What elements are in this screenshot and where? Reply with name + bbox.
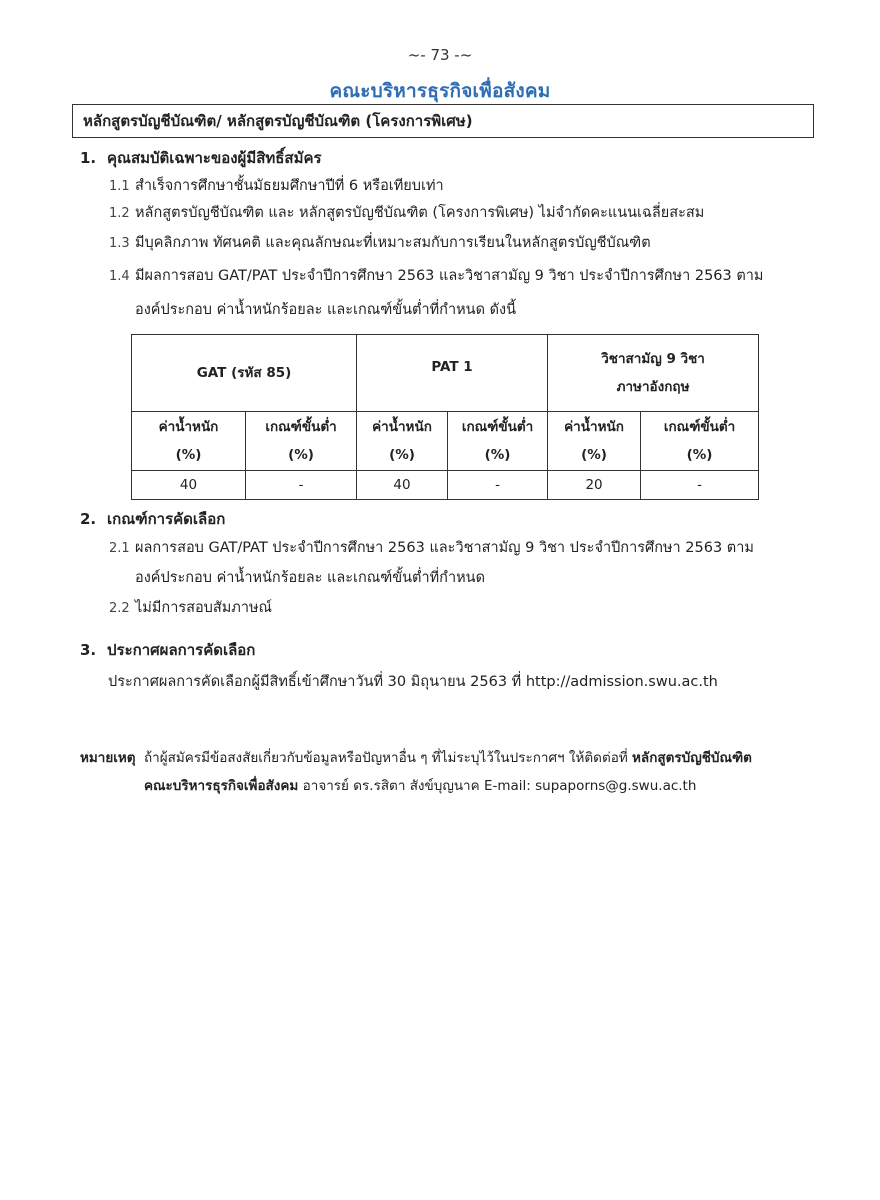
section-3-heading xyxy=(80,638,255,662)
subheader-cell xyxy=(448,412,548,471)
header-english-label: ภาษาอังกฤษ xyxy=(616,379,690,395)
item-text: ผลการสอบ GAT/PAT ประจำปีการศึกษา 2563 และวิชาสามัญ 9 วิชา ประจำปีการศึกษา 2563 ตาม xyxy=(135,540,754,556)
value-pat1-min: - xyxy=(448,471,548,500)
section-2-number: 2. xyxy=(80,510,97,528)
value-english-min: - xyxy=(641,471,759,500)
item-1-4-continued: องค์ประกอบ ค่าน้ำหนักร้อยละ และเกณฑ์ขั้นต่ำที่กำหนด ดังนี้ xyxy=(135,302,517,318)
section-3-number: 3. xyxy=(80,641,97,659)
item-2-2 xyxy=(109,594,272,623)
subheader-min: เกณฑ์ขั้นต่ำ xyxy=(265,419,337,435)
item-text: ไม่มีการสอบสัมภาษณ์ xyxy=(135,600,272,616)
subheader-weight: ค่าน้ำหนัก xyxy=(564,419,624,435)
page-number: ~- 73 -~ xyxy=(407,46,473,64)
note-line-1 xyxy=(80,744,820,772)
header-nine-subjects-label: วิชาสามัญ 9 วิชา xyxy=(601,351,705,367)
item-number: 1.4 xyxy=(109,269,130,284)
item-2-1 xyxy=(109,534,754,563)
program-title: หลักสูตรบัญชีบัณฑิต/ หลักสูตรบัญชีบัณฑิต (โครงการพิเศษ) xyxy=(83,112,473,130)
value-english-weight: 20 xyxy=(548,471,641,500)
item-number: 2.2 xyxy=(109,601,130,616)
item-1-2 xyxy=(109,199,704,228)
item-text: สำเร็จการศึกษาชั้นมัธยมศึกษาปีที่ 6 หรือเทียบเท่า xyxy=(135,178,444,194)
subheader-min: เกณฑ์ขั้นต่ำ xyxy=(663,419,736,435)
header-gat xyxy=(132,335,357,412)
value-gat-weight: 40 xyxy=(132,471,246,500)
note-faculty-name: คณะบริหารธุรกิจเพื่อสังคม xyxy=(144,778,299,794)
subheader-pct: (%) xyxy=(175,447,202,463)
section-2-heading xyxy=(80,507,225,531)
table-subheader-row xyxy=(132,412,759,471)
subheader-min: เกณฑ์ขั้นต่ำ xyxy=(461,419,534,435)
subheader-cell xyxy=(357,412,448,471)
section-3-title: ประกาศผลการคัดเลือก xyxy=(107,641,256,659)
value-gat-min: - xyxy=(246,471,357,500)
note-block xyxy=(80,744,820,800)
faculty-title: คณะบริหารธุรกิจเพื่อสังคม xyxy=(329,80,551,102)
item-text: หลักสูตรบัญชีบัณฑิต และ หลักสูตรบัญชีบัณฑิต (โครงการพิเศษ) ไม่จำกัดคะแนนเฉลี่ยสะสม xyxy=(135,205,705,221)
score-criteria-table xyxy=(131,334,759,500)
subheader-pct: (%) xyxy=(389,447,415,463)
subheader-cell xyxy=(641,412,759,471)
note-line-2 xyxy=(80,772,820,800)
item-2-1-continued: องค์ประกอบ ค่าน้ำหนักร้อยละ และเกณฑ์ขั้นต่ำที่กำหนด xyxy=(135,570,485,586)
subheader-cell xyxy=(246,412,357,471)
item-text: มีบุคลิกภาพ ทัศนคติ และคุณลักษณะที่เหมาะสมกับการเรียนในหลักสูตรบัญชีบัณฑิต xyxy=(135,235,651,251)
item-number: 1.2 xyxy=(109,206,130,221)
item-1-1 xyxy=(109,172,444,201)
value-pat1-weight: 40 xyxy=(357,471,448,500)
note-text-1: ถ้าผู้สมัครมีข้อสงสัยเกี่ยวกับข้อมูลหรือปัญหาอื่น ๆ ที่ไม่ระบุไว้ในประกาศฯ ให้ติดต่อที่ xyxy=(144,750,628,766)
subheader-pct: (%) xyxy=(686,447,713,463)
header-pat1-label: PAT 1 xyxy=(431,359,473,375)
subheader-pct: (%) xyxy=(484,447,511,463)
item-number: 2.1 xyxy=(109,541,130,556)
section-1-number: 1. xyxy=(80,149,97,167)
header-pat1 xyxy=(357,335,548,412)
subheader-pct: (%) xyxy=(288,447,314,463)
header-gat-label: GAT (รหัส 85) xyxy=(196,365,292,381)
program-title-box xyxy=(72,104,814,138)
section-2-title: เกณฑ์การคัดเลือก xyxy=(107,510,226,528)
subheader-weight: ค่าน้ำหนัก xyxy=(372,419,432,435)
table-header-row xyxy=(132,335,759,412)
section-1-title: คุณสมบัติเฉพาะของผู้มีสิทธิ์สมัคร xyxy=(107,149,322,167)
subheader-weight: ค่าน้ำหนัก xyxy=(158,419,219,435)
subheader-pct: (%) xyxy=(581,447,607,463)
item-number: 1.3 xyxy=(109,236,130,251)
subheader-cell xyxy=(548,412,641,471)
table-row xyxy=(132,471,759,500)
item-1-4 xyxy=(109,262,763,291)
note-contact-text: อาจารย์ ดร.รสิตา สังข์บุญนาค E-mail: supaporns@g.swu.ac.th xyxy=(302,778,697,794)
header-nine-subjects xyxy=(548,335,759,412)
section-1-heading xyxy=(80,146,322,170)
item-1-3 xyxy=(109,229,651,258)
note-program-name: หลักสูตรบัญชีบัณฑิต xyxy=(632,750,752,766)
subheader-cell xyxy=(132,412,246,471)
item-number: 1.1 xyxy=(109,179,130,194)
note-label: หมายเหตุ xyxy=(80,750,136,766)
item-text: มีผลการสอบ GAT/PAT ประจำปีการศึกษา 2563 และวิชาสามัญ 9 วิชา ประจำปีการศึกษา 2563 ตาม xyxy=(135,268,764,284)
announcement-text: ประกาศผลการคัดเลือกผู้มีสิทธิ์เข้าศึกษาวันที่ 30 มิถุนายน 2563 ที่ http://admission.swu.ac.th xyxy=(108,674,718,690)
